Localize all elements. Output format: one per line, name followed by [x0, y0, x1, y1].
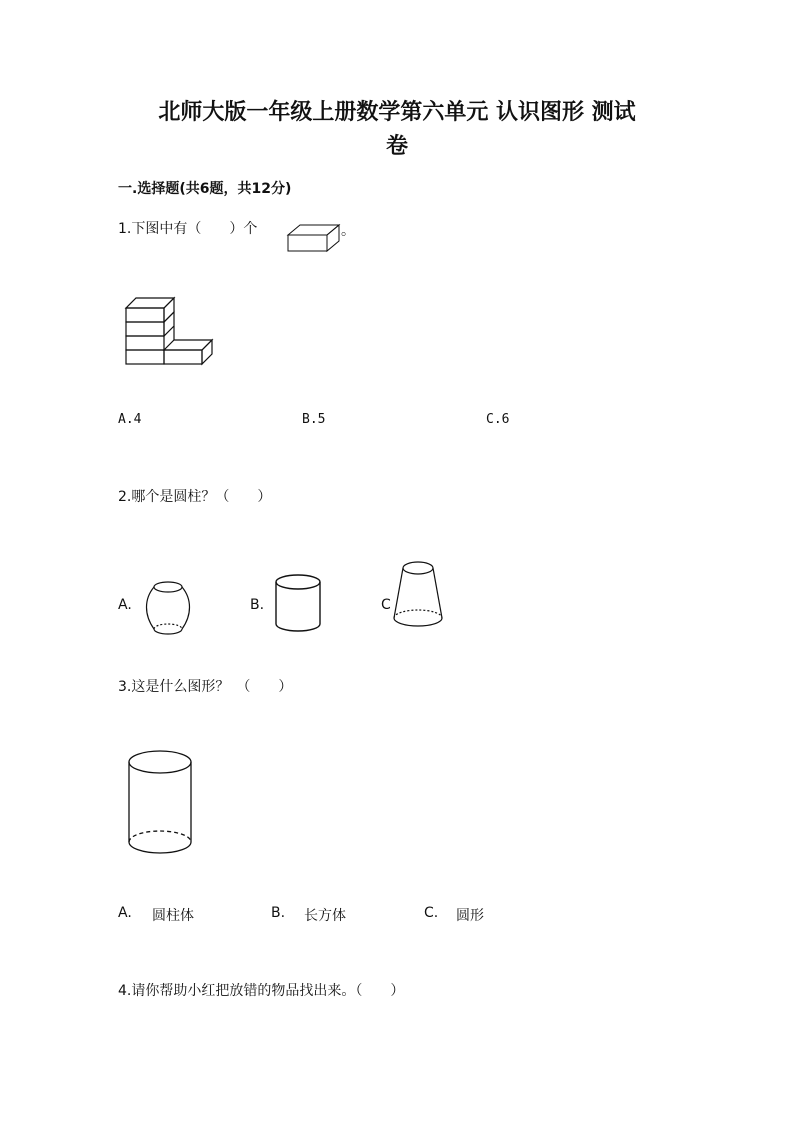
- cuboid-icon: [286, 224, 342, 252]
- q3-option-c-text[interactable]: 圆形: [456, 908, 484, 924]
- q2-option-b-label[interactable]: B.: [250, 597, 265, 613]
- page-title: [100, 96, 694, 164]
- question-2-text: 2.哪个是圆柱？（ ）: [118, 489, 272, 505]
- q1-option-c[interactable]: C.6: [486, 412, 510, 427]
- question-1-period: 。: [341, 223, 355, 239]
- q1-option-b[interactable]: B.5: [302, 412, 326, 427]
- title-line-2: 卷: [385, 134, 408, 159]
- stacked-cuboids-figure: [125, 296, 215, 368]
- q3-option-b-letter[interactable]: B.: [271, 905, 286, 921]
- q2-option-a-label[interactable]: A.: [118, 597, 132, 613]
- large-cylinder-figure: [126, 748, 198, 860]
- frustum-icon: [390, 558, 446, 634]
- q2-option-c-label[interactable]: C: [381, 597, 391, 613]
- q3-option-b-text[interactable]: 长方体: [304, 908, 346, 924]
- question-1-text: 1.下图中有（ ）个: [118, 221, 258, 237]
- q3-option-a-letter[interactable]: A.: [118, 905, 132, 921]
- section-heading: 一.选择题(共6题，共12分): [118, 181, 292, 197]
- barrel-shape-icon: [140, 575, 196, 639]
- question-3-text: 3.这是什么图形？ （ ）: [118, 679, 293, 695]
- q3-option-a-text[interactable]: 圆柱体: [152, 908, 194, 924]
- q1-option-a[interactable]: A.4: [118, 412, 142, 427]
- q3-option-c-letter[interactable]: C.: [424, 905, 439, 921]
- question-4-text: 4.请你帮助小红把放错的物品找出来。（ ）: [118, 983, 405, 999]
- title-line-1: 北师大版一年级上册数学第六单元 认识图形 测试: [158, 100, 636, 125]
- cylinder-icon: [272, 572, 324, 636]
